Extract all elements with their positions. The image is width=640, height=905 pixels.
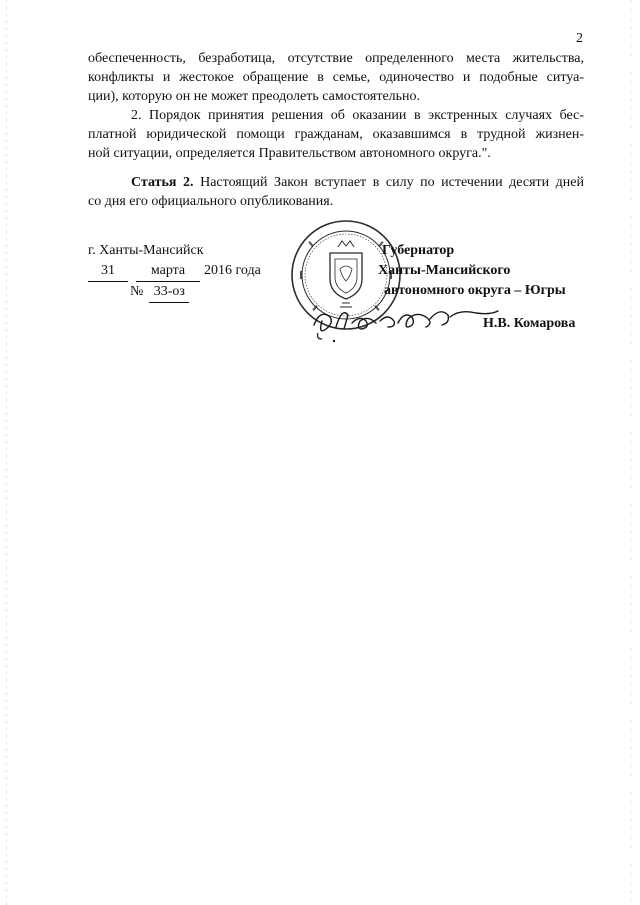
- signer-title-line-3: автономного округа – Югры: [384, 283, 566, 298]
- page-number: 2: [576, 31, 583, 46]
- article-2-line-2: со дня его официального опубликования.: [88, 194, 334, 209]
- date-row: [88, 261, 288, 282]
- number-row: [88, 282, 288, 303]
- date-year: 2016 года: [204, 263, 261, 278]
- signer-title-line-1: Губернатор: [382, 243, 455, 258]
- paragraph-2-line-2: платной юридической помощи гражданам, оказавшимся в трудной жизнен-: [88, 127, 584, 142]
- paragraph-2-line-1: 2. Порядок принятия решения об оказании в экстренных случаях бес-: [131, 108, 584, 123]
- paragraph-1-line-2: конфликты и жестокое обращение в семье, одиночество и подобные ситуа-: [88, 70, 584, 85]
- article-2-line-1: [88, 173, 584, 192]
- law-number: 33-оз: [149, 282, 189, 303]
- signer-title-line-2: Ханты-Мансийского: [378, 263, 511, 278]
- date-month: марта: [136, 261, 200, 282]
- article-2: [88, 173, 584, 211]
- scan-edge-left: [6, 0, 7, 905]
- date-day: 31: [88, 261, 128, 282]
- paragraph-1-line-3: ции), которую он не может преодолеть самостоятельно.: [88, 89, 421, 104]
- paragraph-2: [88, 106, 584, 163]
- scan-edge-right: [631, 0, 632, 905]
- paragraph-2-line-3: ной ситуации, определяется Правительством автономного округа.".: [88, 146, 491, 161]
- paragraph-1: [88, 49, 584, 106]
- article-2-text-1: Настоящий Закон вступает в силу по истечении десяти дней: [193, 175, 584, 190]
- signer-name: Н.В. Комарова: [483, 316, 576, 331]
- handwritten-signature-icon: [300, 287, 500, 347]
- number-prefix: №: [130, 284, 144, 299]
- city: г. Ханты-Мансийск: [88, 243, 204, 258]
- place-date-block: [88, 241, 288, 303]
- article-2-label: Статья 2.: [131, 175, 194, 190]
- paragraph-1-line-1: обеспеченность, безработица, отсутствие определенного места жительства,: [88, 51, 584, 66]
